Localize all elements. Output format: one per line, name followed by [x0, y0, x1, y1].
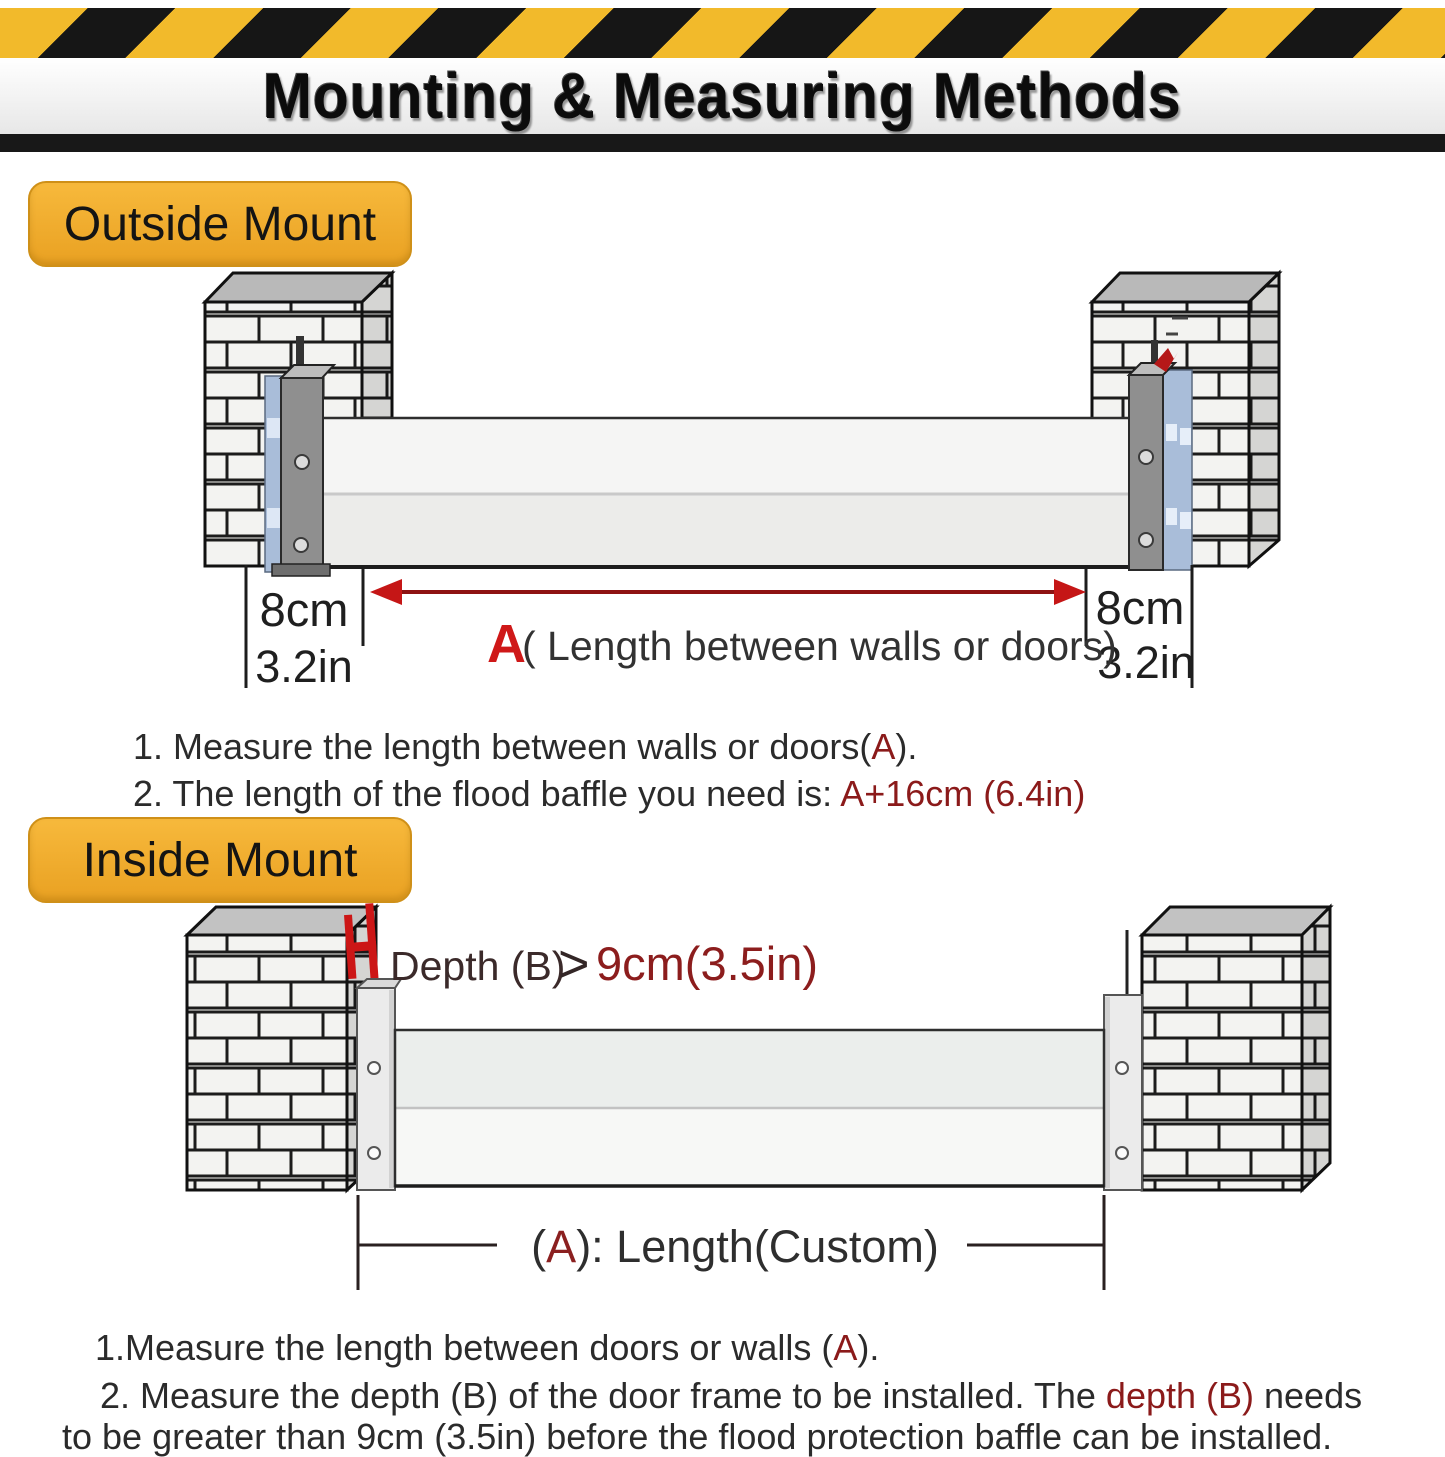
depth-gt: > — [558, 934, 590, 994]
left-offset-in: 3.2in — [255, 641, 353, 692]
screw-hole — [1139, 533, 1153, 547]
flood-barrier — [395, 1030, 1104, 1186]
right-offset-cm: 8cm — [1095, 581, 1185, 634]
seal-strip-right — [1163, 370, 1192, 570]
screw-hole — [295, 455, 309, 469]
hazard-stripe — [0, 8, 1445, 58]
depth-value: 9cm(3.5in) — [596, 937, 819, 990]
right-offset-in: 3.2in — [1097, 637, 1195, 688]
inside-mount-badge-label: Inside Mount — [82, 833, 358, 887]
screw-hole — [368, 1062, 380, 1074]
right-pillar — [1142, 907, 1330, 1190]
mounting-rail-right — [1104, 930, 1142, 1190]
screw-hole — [1139, 450, 1153, 464]
screw-hole — [294, 538, 308, 552]
inside-mount-diagram — [0, 898, 1445, 1298]
inside-step-1: 1.Measure the length between doors or walls (A). — [95, 1327, 880, 1368]
outside-step-1: 1. Measure the length between walls or doors(A). — [133, 726, 918, 767]
length-label: (A): Length(Custom) — [531, 1221, 939, 1272]
depth-label: Depth (B) — [390, 943, 566, 989]
page-title: Mounting & Measuring Methods — [263, 60, 1182, 132]
outside-mount-badge — [28, 181, 412, 267]
screw-hole — [1116, 1147, 1128, 1159]
title-band — [0, 58, 1445, 134]
outside-step-2: 2. The length of the flood baffle you need is: A+16cm (6.4in) — [133, 773, 1086, 814]
span-label: ( Length between walls or doors) — [522, 623, 1117, 669]
screw-hole — [368, 1147, 380, 1159]
screw-hole — [1116, 1062, 1128, 1074]
left-offset-cm: 8cm — [259, 583, 349, 636]
flood-barrier — [322, 418, 1132, 567]
span-arrow — [370, 579, 1086, 605]
inside-mount-badge — [28, 817, 412, 903]
outside-mount-diagram — [0, 258, 1445, 694]
title-underbar — [0, 134, 1445, 152]
inside-step-2-line1: 2. Measure the depth (B) of the door frame to be installed. The depth (B) needs — [100, 1375, 1363, 1416]
outside-mount-badge-label: Outside Mount — [63, 197, 377, 251]
seal-strip-left — [265, 376, 282, 572]
span-label-letter: A — [487, 614, 526, 674]
inside-step-2-line2: to be greater than 9cm (3.5in) before the flood protection baffle can be installed. — [62, 1416, 1333, 1457]
